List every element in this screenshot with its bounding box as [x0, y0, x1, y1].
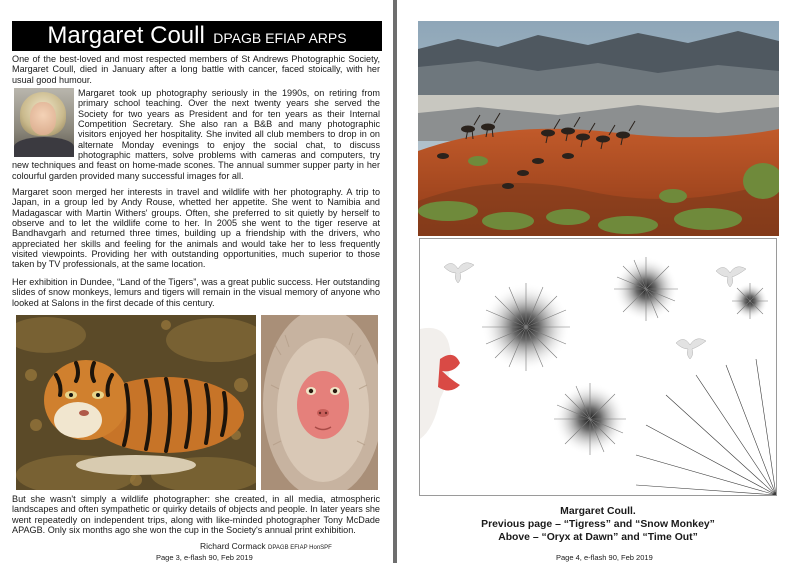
time-out-photo	[419, 238, 777, 496]
page-title: Margaret Coull	[47, 22, 205, 49]
byline-qualifications: DPAGB EFIAP HonSPF	[268, 545, 332, 551]
caption-above: Above – “Oryx at Dawn” and “Time Out”	[498, 532, 698, 543]
caption-title: Margaret Coull.	[560, 506, 636, 517]
caption-previous-page: Previous page – “Tigress” and “Snow Monkey”	[481, 519, 715, 530]
career-paragraph: Margaret took up photography seriously in the 1990s, on retiring from primary school teaching. Over the next twenty years she served the Society for two years as President and for ten years as their Internal Competition Secretary. She also ran a B&B and many photographic visitors enjoyed her hospitality. She invited all club members to drop in on alternate Monday evenings to enjoy the social chat, to discuss photographic matters, solve problems with cameras and computers, try new techniques and feast on home-made scones. The annual summer supper party in her colourful garden provided many successful images for all.	[12, 88, 380, 181]
title-banner	[12, 21, 382, 51]
exhibition-paragraph: Her exhibition in Dundee, “Land of the Tigers”, was a great public success. Her outstanding slides of snow monkeys, lemurs and tigers will remain in the visual memory of anyone who looked at Salons in the first decade of this century.	[12, 277, 380, 308]
page-footer-left: Page 3, e-flash 90, Feb 2019	[156, 553, 253, 562]
title-qualifications: DPAGB EFIAP ARPS	[213, 30, 347, 46]
byline-author: Richard Cormack	[200, 541, 266, 551]
oryx-at-dawn-photo	[418, 21, 779, 236]
snow-monkey-photo	[261, 315, 378, 490]
page-footer-right: Page 4, e-flash 90, Feb 2019	[556, 553, 653, 562]
closing-paragraph: But she wasn't simply a wildlife photographer: she created, in all media, atmospheric landscapes and often sympathetic or quirky details of objects and people. In later years she went repeatedly on independent trips, along with like-minded photographer Tony McDade APAGB. Only six months ago she won the cup in the Society's annual print exhibition.	[12, 494, 380, 536]
travel-paragraph: Margaret soon merged her interests in travel and wildlife with her photography. A trip to Japan, in a group led by Andy Rouse, whetted her appetite. She went to Namibia and Madagascar with Martin Withers' groups. Often, she preferred to sit quietly by herself to observe and to let the wildlife come to her. In 2005 she went to the tiger reserve at Bandhavgarh and returned three times, building up a friendship with the drivers, who appreciated her skills and feeling for the animals and would take her to less frequently visited viewpoints. Providing her with outstanding opportunities, much superior to those taken by TV professionals, at the same location.	[12, 187, 380, 270]
career-paragraph-block	[12, 88, 380, 181]
left-page	[0, 0, 392, 563]
spread-divider	[393, 0, 397, 563]
byline	[200, 541, 332, 551]
tigress-photo	[16, 315, 256, 490]
intro-paragraph: One of the best-loved and most respected members of St Andrews Photographic Society, Margaret Coull, died in January after a long battle with cancer, faced stoically, with her usual good humour.	[12, 54, 380, 85]
portrait-photo	[14, 88, 74, 157]
